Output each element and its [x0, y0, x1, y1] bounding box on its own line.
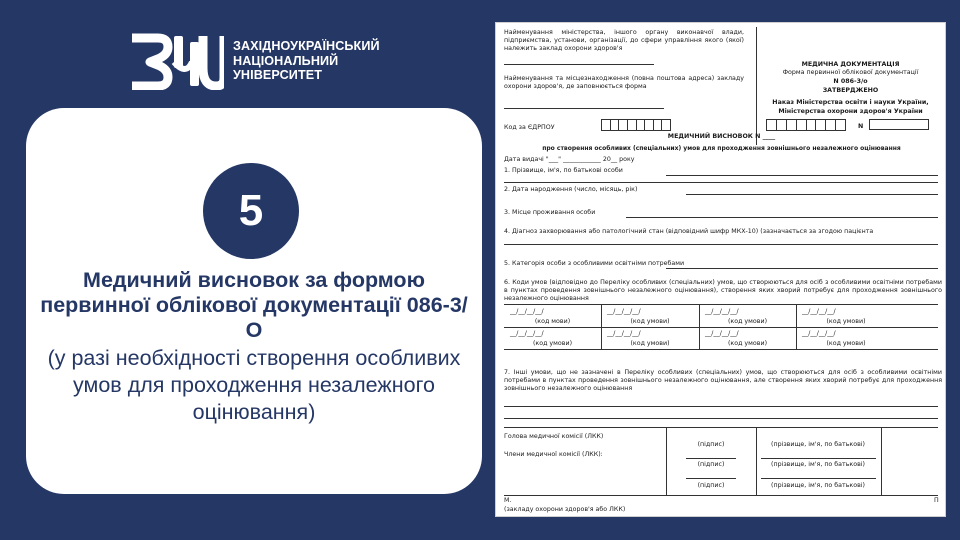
code-blank-1: __/__/__/__/ — [510, 308, 544, 315]
code-blank-6: __/__/__/__/ — [607, 330, 641, 337]
code-label-7: (код умови) — [727, 340, 768, 347]
sign-label-1: (підпис) — [697, 441, 725, 448]
card-title: Медичний висновок за формою первинної облікової документації 086-3/О — [40, 268, 468, 342]
conclusion-heading-sub: про створення особливих (спеціальних) умов для проходження зовнішнього незалежного оцінювання — [542, 145, 901, 152]
edrpou-label: Код за ЄДРПОУ — [504, 124, 555, 131]
field-3-residence: 3. Місце проживання особи — [504, 209, 596, 216]
head-commission-label: Голова медичної комісії (ЛКК) — [504, 433, 604, 440]
logo-line-2: НАЦІОНАЛЬНИЙ — [233, 53, 339, 68]
order-date-cells — [766, 119, 846, 131]
university-logo — [128, 32, 388, 90]
stamp-text: (закладу охорони здоров'я або ЛКК) — [504, 506, 626, 513]
code-label-2: (код умови) — [630, 318, 670, 325]
org-address-label: Найменування та місцезнаходження (повна поштова адреса) закладу охорони здоров'я, де заповнюється форма — [504, 75, 744, 91]
conclusion-heading: МЕДИЧНИЙ ВИСНОВОК N ____ — [667, 133, 776, 140]
code-blank-3: __/__/__/__/ — [705, 308, 739, 315]
code-blank-2: __/__/__/__/ — [607, 308, 641, 315]
code-blank-7: __/__/__/__/ — [705, 330, 739, 337]
form-number-label: N 086-3/о — [833, 78, 868, 85]
edrpou-cells — [601, 119, 671, 131]
zunu-logo-icon — [128, 32, 224, 90]
field-5-category: 5. Категорія особи з особливими освітніми потребами — [504, 260, 685, 267]
code-blank-4: __/__/__/__/ — [802, 308, 836, 315]
order-label-2: Міністерства охорони здоров'я України — [778, 108, 923, 115]
field-2-birthdate: 2. Дата народження (число, місяць, рік) — [504, 186, 638, 193]
members-label: Члени медичної комісії (ЛКК): — [504, 451, 603, 458]
sign-label-2: (підпис) — [697, 461, 725, 468]
code-label-8: (код умови) — [826, 340, 866, 347]
name-sign-label-3: (прізвище, ім'я, по батькові) — [771, 482, 865, 489]
issue-date: Дата видачі "___" ____________ 20__ року — [504, 156, 635, 163]
code-label-5: (код умови) — [532, 340, 573, 347]
field-1-fullname: 1. Прізвище, ім'я, по батькові особи — [504, 167, 623, 174]
stamp-p: П — [934, 497, 939, 504]
logo-text — [233, 39, 380, 83]
order-label: Наказ Міністерства освіти і науки України, — [772, 99, 929, 106]
code-label-3: (код умови) — [727, 318, 768, 325]
field-4-diagnosis: 4. Діагноз захворювання або патологічний стан (відповідний шифр МКХ-10) (зазначається за згодою пацієнта — [504, 228, 874, 235]
form-primary-label: Форма первинної облікової документації — [782, 69, 919, 76]
order-n-label: N — [858, 123, 864, 130]
card-subtitle: (у разі необхідності створення особливих умов для проходження незалежного оцінювання) — [47, 346, 461, 424]
step-number-badge: 5 — [203, 163, 299, 259]
approved-label: ЗАТВЕРДЖЕНО — [822, 87, 879, 94]
medical-form-document — [495, 22, 946, 517]
logo-line-1: ЗАХІДНОУКРАЇНСЬКИЙ — [233, 39, 380, 53]
stamp-m: М. — [504, 497, 512, 504]
code-label-6: (код умови) — [630, 340, 670, 347]
code-label-lang: (код мови) — [534, 318, 571, 325]
sign-label-3: (підпис) — [697, 482, 725, 489]
order-number-box — [869, 119, 929, 130]
name-sign-label-2: (прізвище, ім'я, по батькові) — [771, 461, 865, 468]
org-name-label: Найменування міністерства, іншого органу виконавчої влади, підприємства, установи, організації, до сфери управління якого (якої) належить заклад охорони здоров'я — [504, 29, 744, 53]
code-label-4: (код умови) — [826, 318, 866, 325]
field-6-codes: 6. Коди умов (відповідно до Переліку особливих (спеціальних) умов, що створюються для осіб з особливими освітніми потребами в пунктах проведення зовнішнього незалежного оцінювання), створення яких хворий потребує для проходження зовнішнього незалежного оцінювання — [504, 279, 942, 303]
logo-line-3: УНІВЕРСИТЕТ — [233, 68, 323, 82]
code-blank-5: __/__/__/__/ — [510, 330, 544, 337]
field-7-other: 7. Інші умови, що не зазначені в Переліку особливих (спеціальних) умов, що створюються для осіб з особливими освітніми потребами в пунктах проведення зовнішнього незалежного оцінювання, але створення яких хворий потребує для проходження зовнішнього незалежного оцінювання — [504, 369, 942, 393]
name-sign-label-1: (прізвище, ім'я, по батькові) — [771, 441, 865, 448]
code-blank-8: __/__/__/__/ — [802, 330, 836, 337]
med-doc-label: МЕДИЧНА ДОКУМЕНТАЦІЯ — [801, 61, 900, 68]
